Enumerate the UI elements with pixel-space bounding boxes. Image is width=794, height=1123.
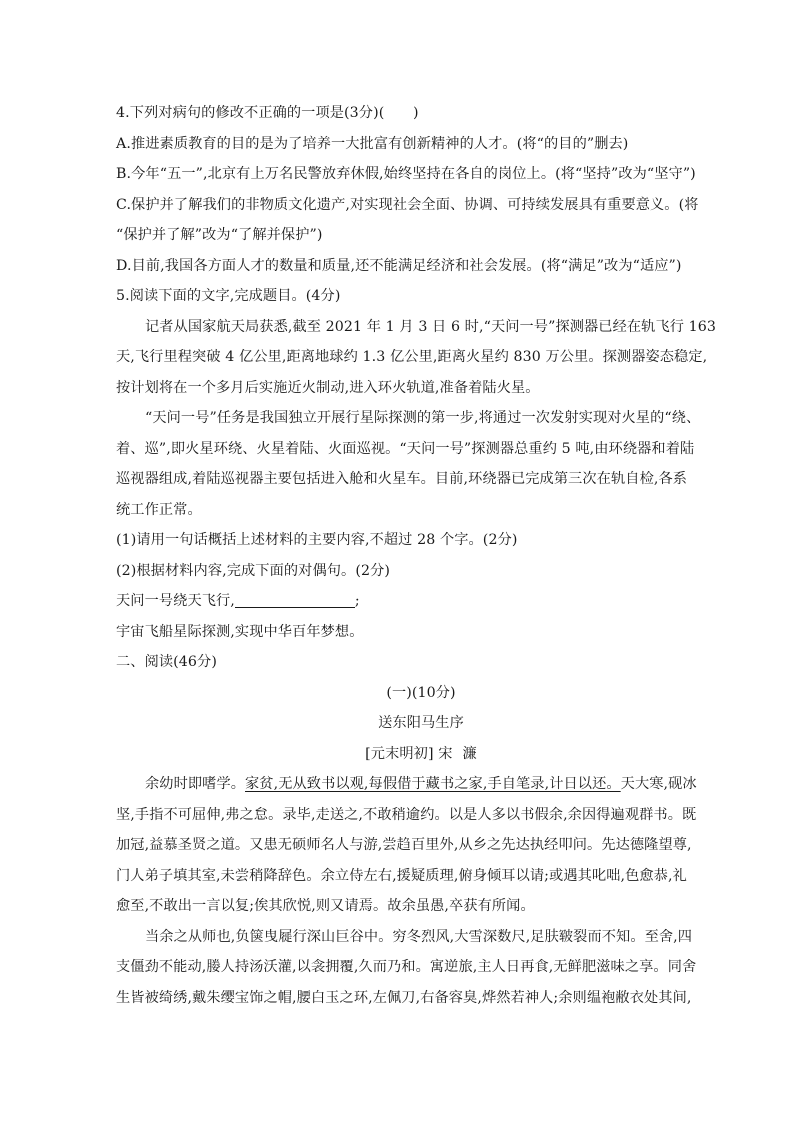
question-4-option-c-line-2: “保护并了解”改为“了解并保护”) xyxy=(116,227,323,243)
question-4-option-b: B.今年“五一”,北京有上万名民警放弃休假,始终坚持在各自的岗位上。(将“坚持”改为“坚守”) xyxy=(116,166,696,182)
passage-paragraph-1-line-2: 天,飞行里程突破 4 亿公里,距离地球约 1.3 亿公里,距离火星约 830 万公里。探测器姿态稳定, xyxy=(116,349,708,365)
classical-text-title: 送东阳马生序 xyxy=(378,715,464,731)
author-dynasty: [元末明初] xyxy=(365,745,434,762)
couplet-line-1-prefix: 天问一号绕天飞行, xyxy=(116,593,235,609)
underlined-sentence: 家贫,无从致书以观,每假借于藏书之家,手自笔录,计日以还。 xyxy=(245,776,621,792)
passage-paragraph-2-line-3: 巡视器组成,着陆巡视器主要包括进入舱和火星车。目前,环绕器已完成第三次在轨自检,各系 xyxy=(116,471,688,487)
classical-paragraph-1-line-5: 愈至,不敢出一言以复;俟其欣悦,则又请焉。故余虽愚,卒获有所闻。 xyxy=(116,898,535,914)
sub-question-1: (1)请用一句话概括上述材料的主要内容,不超过 28 个字。(2分) xyxy=(116,532,518,548)
passage-paragraph-1-line-3: 按计划将在一个多月后实施近火制动,进入环火轨道,准备着陆火星。 xyxy=(116,379,540,396)
sub-question-2: (2)根据材料内容,完成下面的对偶句。(2分) xyxy=(116,562,391,579)
couplet-line-1 xyxy=(116,586,682,617)
question-4-option-a: A.推进素质教育的目的是为了培养一大批富有创新精神的人才。(将“的目的”删去) xyxy=(116,135,629,152)
document-page xyxy=(116,98,717,1013)
passage-paragraph-2-line-1: “天问一号”任务是我国独立开展行星际探测的第一步,将通过一次发射实现对火星的“绕、 xyxy=(145,410,701,426)
passage-paragraph-1-line-1: 记者从国家航天局获悉,截至 2021 年 1 月 3 日 6 时,“天问一号”探测器已经在轨飞行 163 xyxy=(145,318,717,335)
passage-paragraph-2-line-4: 统工作正常。 xyxy=(116,501,202,518)
classical-paragraph-1-line-1 xyxy=(116,769,697,800)
question-4-stem: 4.下列对病句的修改不正确的一项是(3分)( ) xyxy=(116,105,419,121)
passage-paragraph-2-line-2: 着、巡”,即火星环绕、火星着陆、火面巡视。“天问一号”探测器总重约 5 吨,由环绕器和着陆 xyxy=(116,440,695,457)
author-name-1: 宋 xyxy=(438,745,453,762)
author-name-2: 濂 xyxy=(462,745,477,762)
classical-paragraph-1-line-3: 加冠,益慕圣贤之道。又患无硕师名人与游,尝趋百里外,从乡之先达执经叩问。先达德隆望尊, xyxy=(116,837,692,853)
classical-text-span: 天大寒,砚冰 xyxy=(620,776,697,792)
couplet-line-1-suffix: ; xyxy=(354,593,360,609)
section-2-heading: 二、阅读(46分) xyxy=(116,654,217,670)
classical-paragraph-1-line-4: 门人弟子填其室,未尝稍降辞色。余立侍左右,援疑质理,俯身倾耳以请;或遇其叱咄,色愈恭,礼 xyxy=(116,867,687,884)
question-4-option-c-line-1: C.保护并了解我们的非物质文化遗产,对实现社会全面、协调、可持续发展具有重要意义。(将 xyxy=(116,196,699,213)
classical-paragraph-2-line-2: 支僵劲不能动,媵人持汤沃灌,以衾拥覆,久而乃和。寓逆旅,主人日再食,无鲜肥滋味之享。同舍 xyxy=(116,959,697,975)
classical-text-author xyxy=(116,739,682,770)
classical-text-span: 余幼时即嗜学。 xyxy=(145,776,246,792)
classical-paragraph-2-line-3: 生皆被绮绣,戴朱缨宝饰之帽,腰白玉之环,左佩刀,右备容臭,烨然若神人;余则缊袍敝衣处其间, xyxy=(116,989,692,1006)
question-4-option-d: D.目前,我国各方面人才的数量和质量,还不能满足经济和社会发展。(将“满足”改为“适应”) xyxy=(116,257,682,274)
answer-blank[interactable] xyxy=(235,589,355,608)
classical-paragraph-2-line-1: 当余之从师也,负箧曳屣行深山巨谷中。穷冬烈风,大雪深数尺,足肤皲裂而不知。至舍,四 xyxy=(145,928,693,945)
part-label: (一)(10分) xyxy=(386,684,456,701)
couplet-line-2: 宇宙飞船星际探测,实现中华百年梦想。 xyxy=(116,623,364,640)
classical-paragraph-1-line-2: 坚,手指不可屈伸,弗之怠。录毕,走送之,不敢稍逾约。以是人多以书假余,余因得遍观群书。既 xyxy=(116,806,697,823)
question-5-stem: 5.阅读下面的文字,完成题目。(4分) xyxy=(116,288,341,304)
